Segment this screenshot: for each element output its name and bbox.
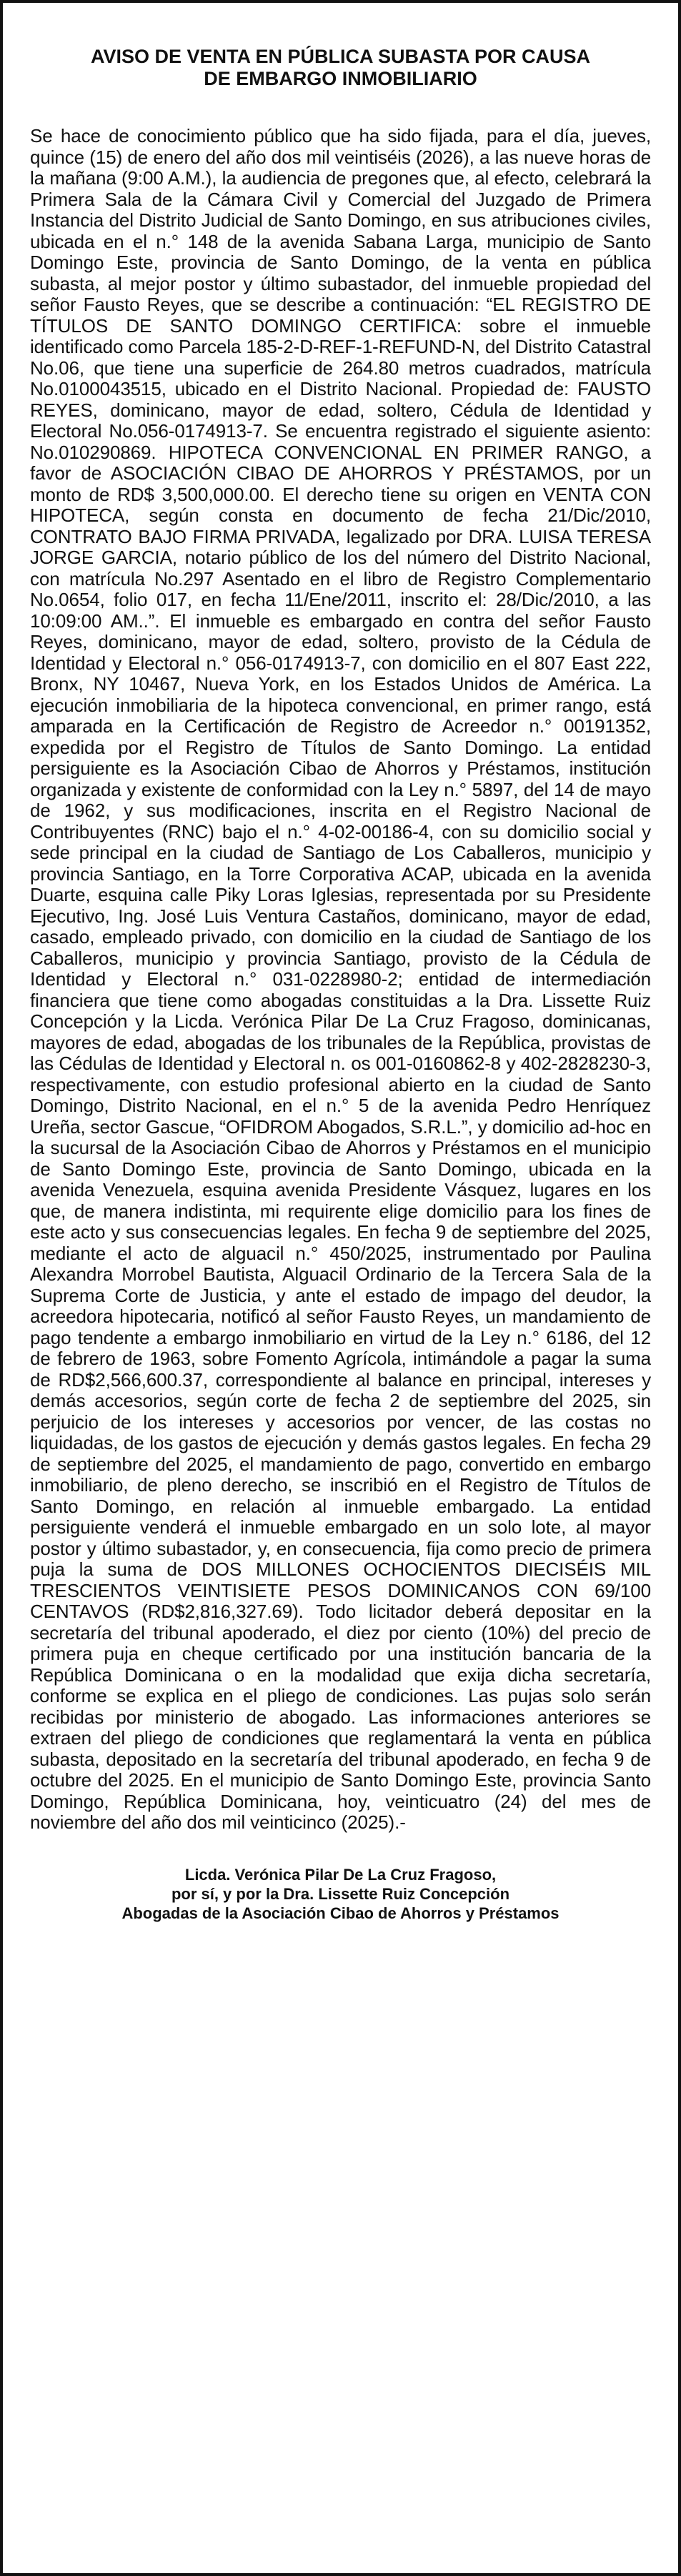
notice-body: Se hace de conocimiento público que ha sido fijada, para el día, jueves, quince (15) de enero del año dos mil veintiséis (2026), a las nueve horas de la mañana (9:00 A.M.), la audiencia de pregones que, al efecto, celebrará la Primera Sala de la Cámara Civil y Comercial del Juzgado de Primera Instancia del Distrito Judicial de Santo Domingo, en sus atribuciones civiles, ubicada en el n.° 148 de la avenida Sabana Larga, municipio de Santo Domingo Este, provincia de Santo Domingo, de la venta en pública subasta, al mejor postor y último subastador, del inmueble propiedad del señor Fausto Reyes, que se describe a continuación: “EL REGISTRO DE TÍTULOS DE SANTO DOMINGO CERTIFICA: sobre el inmueble identificado como Parcela 185-2-D-REF-1-REFUND-N, del Distrito Catastral No.06, que tiene una superficie de 264.80 metros cuadrados, matrícula No.0100043515, ubicado en el Distrito Nacional. Propiedad de: FAUSTO REYES, dominicano, mayor de edad, soltero, Cédula de Identidad y Electoral No.056-0174913-7. Se encuentra registrado el siguiente asiento: No.010290869. HIPOTECA CONVENCIONAL EN PRIMER RANGO, a favor de ASOCIACIÓN CIBAO DE AHORROS Y PRÉSTAMOS, por un monto de RD$ 3,500,000.00. El derecho tiene su origen en VENTA CON HIPOTECA, según consta en documento de fecha 21/Dic/2010, CONTRATO BAJO FIRMA PRIVADA, legalizado por DRA. LUISA TERESA JORGE GARCIA, notario público de los del número del Distrito Nacional, con matrícula No.297 Asentado en el libro de Registro Complementario No.0654, folio 017, en fecha 11/Ene/2011, inscrito el: 28/Dic/2010, a las 10:09:00 AM..”. El inmueble es embargado en contra del señor Fausto Reyes, dominicano, mayor de edad, soltero, provisto de la Cédula de Identidad y Electoral n.° 056-0174913-7, con domicilio en el 807 East 222, Bronx, NY 10467, Nueva York, en los Estados Unidos de América. La ejecución inmobiliaria de la hipoteca convencional, en primer rango, está amparada en la Certificación de Registro de Acreedor n.° 00191352, expedida por el Registro de Títulos de Santo Domingo. La entidad persiguiente es la Asociación Cibao de Ahorros y Préstamos, institución organizada y existente de conformidad con la Ley n.° 5897, del 14 de mayo de 1962, y sus modificaciones, inscrita en el Registro Nacional de Contribuyentes (RNC) bajo el n.° 4-02-00186-4, con su domicilio social y sede principal en la ciudad de Santiago de Los Caballeros, municipio y provincia Santiago, en la Torre Corporativa ACAP, ubicada en la avenida Duarte, esquina calle Piky Loras Iglesias, representada por su Presidente Ejecutivo, Ing. José Luis Ventura Castaños, dominicano, mayor de edad, casado, empleado privado, con domicilio en la ciudad de Santiago de los Caballeros, municipio y provincia Santiago, provisto de la Cédula de Identidad y Electoral n.° 031-0228980-2; entidad de intermediación financiera que tiene como abogadas constituidas a la Dra. Lissette Ruiz Concepción y la Licda. Verónica Pilar De La Cruz Fragoso, dominicanas, mayores de edad, abogadas de los tribunales de la República, provistas de las Cédulas de Identidad y Electoral n. os 001-0160862-8 y 402-2828230-3, respectivamente, con estudio profesional abierto en la ciudad de Santo Domingo, Distrito Nacional, en el n.° 5 de la avenida Pedro Henríquez Ureña, sector Gascue, “OFIDROM Abogados, S.R.L.”, y domicilio ad-hoc en la sucursal de la Asociación Cibao de Ahorros y Préstamos en el municipio de Santo Domingo Este, provincia de Santo Domingo, ubicada en la avenida Venezuela, esquina avenida Presidente Vásquez, lugares en los que, de manera indistinta, mi requirente elige domicilio para los fines de este acto y sus consecuencias legales. En fecha 9 de septiembre del 2025, mediante el acto de alguacil n.° 450/2025, instrumentado por Paulina Alexandra Morrobel Bautista, Alguacil Ordinario de la Tercera Sala de la Suprema Corte de Justicia, y ante el estado de impago del deudor, la acreedora hipotecaria, notificó al señor Fausto Reyes, un mandamiento de pago tendente a embargo inmobiliario en virtud de la Ley n.° 6186, del 12 de febrero de 1963, sobre Fomento Agrícola, intimándole a pagar la suma de RD$2,566,600.37, correspondiente al balance en principal, intereses y demás accesorios, según corte de fecha 2 de septiembre del 2025, sin perjuicio de los intereses y accesorios por vencer, de las costas no liquidadas, de los gastos de ejecución y demás gastos legales. En fecha 29 de septiembre del 2025, el mandamiento de pago, convertido en embargo inmobiliario, de pleno derecho, se inscribió en el Registro de Títulos de Santo Domingo, en relación al inmueble embargado. La entidad persiguiente venderá el inmueble embargado en un solo lote, al mayor postor y último subastador, y, en consecuencia, fija como precio de primera puja la suma de DOS MILLONES OCHOCIENTOS DIECISÉIS MIL TRESCIENTOS VEINTISIETE PESOS DOMINICANOS CON 69/100 CENTAVOS (RD$2,816,327.69). Todo licitador deberá depositar en la secretaría del tribunal apoderado, el diez por ciento (10%) del precio de primera puja en cheque certificado por una institución bancaria de la República Dominicana o en la modalidad que exija dicha secretaría, conforme se explica en el pliego de condiciones. Las pujas solo serán recibidas por ministerio de abogado. Las informaciones anteriores se extraen del pliego de condiciones que reglamentará la venta en pública subasta, depositado en la secretaría del tribunal apoderado, en fecha 9 de octubre del 2025. En el municipio de Santo Domingo Este, provincia Santo Domingo, República Dominicana, hoy, veinticuatro (24) del mes de noviembre del año dos mil veinticinco (2025).- (30, 125, 651, 1833)
signature-line-2: por sí, y por la Dra. Lissette Ruiz Concepción (171, 1884, 510, 1903)
notice-title-line-2: DE EMBARGO INMOBILIARIO (204, 68, 477, 89)
notice-title-line-1: AVISO DE VENTA EN PÚBLICA SUBASTA POR CAUSA (90, 46, 591, 67)
signature-line-3: Abogadas de la Asociación Cibao de Ahorros y Préstamos (121, 1904, 560, 1922)
notice-signature (30, 1865, 651, 1923)
notice-title (30, 46, 651, 90)
signature-line-1: Licda. Verónica Pilar De La Cruz Fragoso, (184, 1865, 497, 1884)
